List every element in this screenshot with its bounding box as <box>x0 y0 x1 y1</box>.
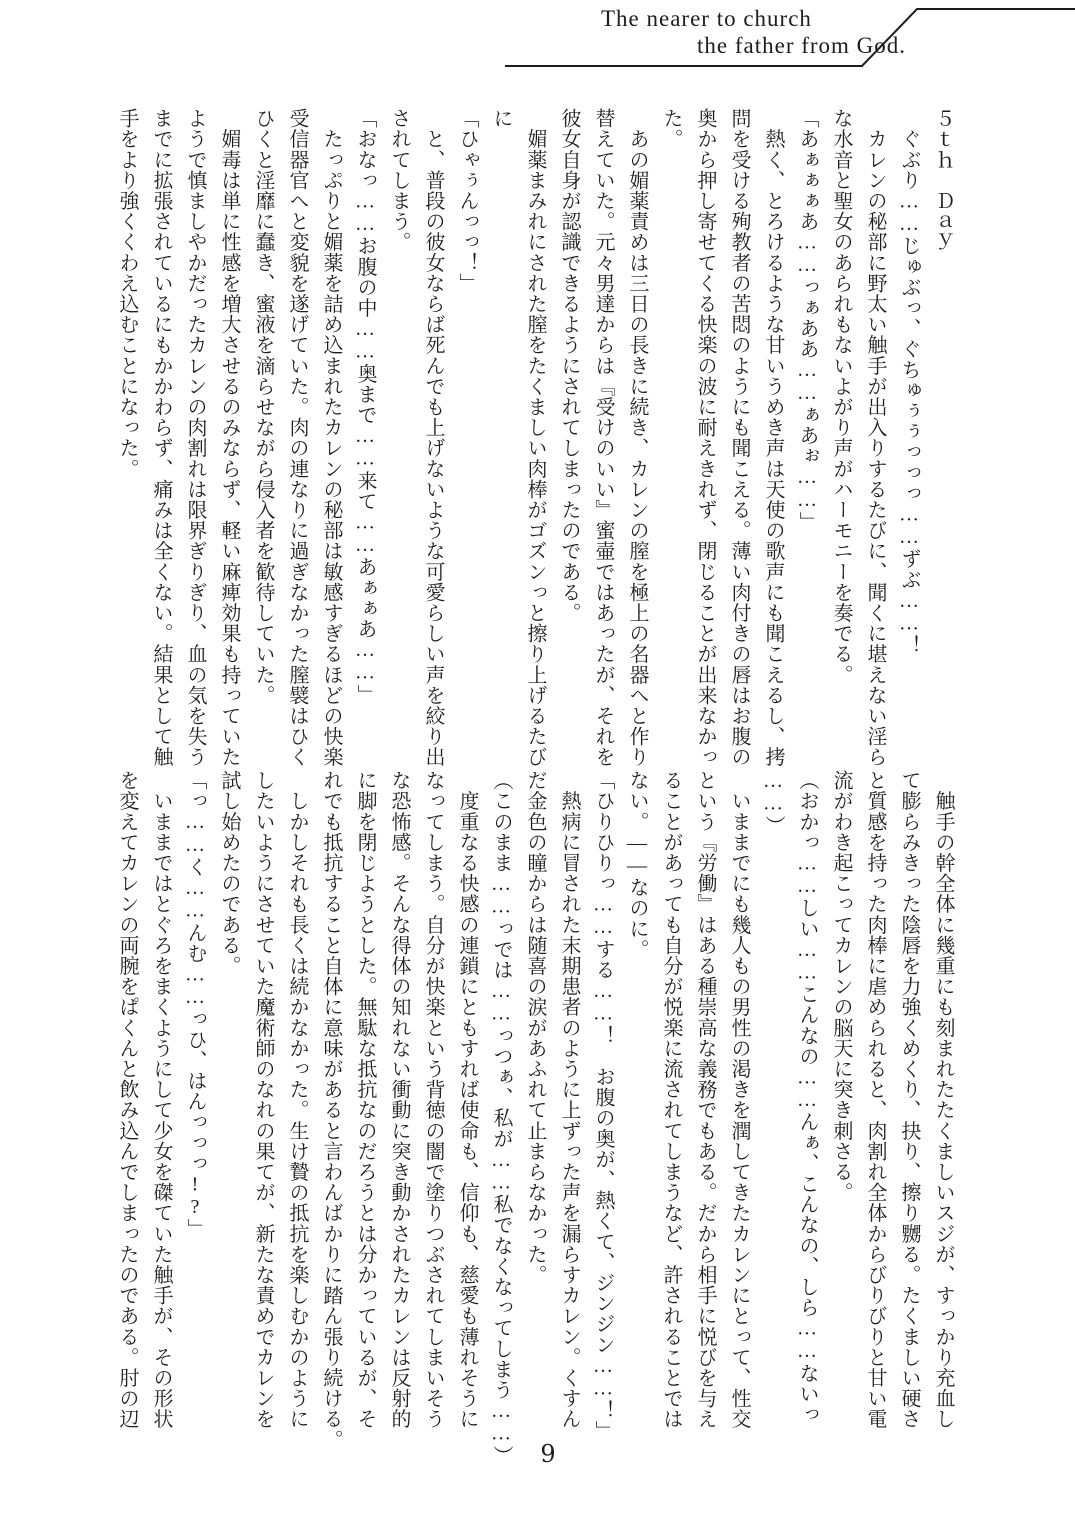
text-line: 「ひりひりっ……する……！ お腹の奥が、熱くて、ジンジン……！」 <box>592 770 614 1442</box>
text-line: ない。――なのに。 <box>626 770 648 960</box>
text-line: と質感を持った肉棒に虐められると、肉割れ全体からびりびりと甘い電 <box>864 770 886 1430</box>
text-line: カレンの秘部に野太い触手が出入りするたびに、聞くに堪えない淫ら <box>864 108 886 768</box>
text-line: な恐怖感。そんな得体の知れない衝動に突き動かされたカレンは反射的 <box>388 770 410 1430</box>
text-line: たっぷりと媚薬を詰め込まれたカレンの秘部は敏感すぎるほどの快楽 <box>320 108 342 768</box>
text-line: 媚毒は単に性感を増大させるのみならず、軽い麻痺効果も持っていた <box>218 108 240 768</box>
text-line: 触手の幹全体に幾重にも刻まれたたくましいスジが、すっかり充血し <box>932 770 954 1430</box>
text-line: 替えていた。元々男達からは『受けのいい』蜜壷ではあったが、それを <box>592 108 614 768</box>
text-line: ひくと淫靡に蠢き、蜜液を滴らせながら侵入者を歓待していた。 <box>252 108 274 706</box>
text-line: 流がわき起こってカレンの脳天に突き刺さる。 <box>830 770 852 1203</box>
text-line: ……） <box>762 770 784 836</box>
text-line: 試し始めたのである。 <box>218 770 240 976</box>
text-line: という『労働』はある種崇高な義務でもある。だから相手に悦びを与え <box>694 770 716 1430</box>
text-band-lower <box>110 770 960 1466</box>
text-line: 「ひゃぅんっっ！」 <box>456 108 478 294</box>
text-line: れでも抵抗すること自体に意味があると言わんばかりに踏ん張り続ける。 <box>320 770 342 1450</box>
header-title-line1: The nearer to church <box>601 6 812 31</box>
text-line: と、普段の彼女ならば死んでも上げないような可愛らしい声を絞り出 <box>422 108 444 768</box>
text-line: ぐぶり……じゅぶっ、ぐちゅぅぅっっっ……ずぶ……！ <box>898 108 920 656</box>
text-line: 彼女自身が認識できるようにされてしまったのである。 <box>558 108 580 623</box>
text-line: 問を受ける殉教者の苦悶のようにも聞こえる。薄い肉付きの唇はお腹の <box>728 108 750 768</box>
text-line: したいようにさせていた魔術師のなれの果てが、新たな責めでカレンを <box>252 770 274 1430</box>
text-line: 「っ……く……んむ……っひ、はんっっっ!?」 <box>184 770 206 1240</box>
header-rule-line <box>0 0 1075 80</box>
text-line: 「おなっ……お腹の中……奥まで……来て……あぁぁあ……」 <box>354 108 376 705</box>
text-line: を変えてカレンの両腕をぱくんと飲み込んでしまったのである。肘の辺 <box>116 770 138 1430</box>
text-line: 度重なる快感の連鎖にともすれば使命も、信仰も、慈愛も薄れそうに <box>456 770 478 1430</box>
text-line: （このまま……っでは……っつぁ、私が……私でなくなってしまう……） <box>490 770 512 1466</box>
text-line: た。 <box>660 108 682 150</box>
text-line: だ金色の瞳からは随喜の涙があふれて止まらなかった。 <box>524 770 546 1285</box>
text-band-upper <box>110 108 960 770</box>
text-line: に <box>490 108 512 129</box>
text-line: ることがあっても自分が悦楽に流されてしまうなど、許されることでは <box>660 770 682 1430</box>
text-line: ようで慎ましやかだったカレンの肉割れは限界ぎりぎり、血の気を失う <box>184 108 206 768</box>
text-line: 受信器官へと変貌を遂げていた。肉の連なりに過ぎなかった膣襞はひく <box>286 108 308 768</box>
header-title-line2: the father from God. <box>697 33 907 58</box>
text-line: て膨らみきった陰唇を力強くめくり、抉り、擦り嬲る。たくましい硬さ <box>898 770 920 1430</box>
text-line: なってしまう。自分が快楽という背徳の闇で塗りつぶされてしまいそう <box>422 770 444 1430</box>
text-line: 熱く、とろけるような甘いうめき声は天使の歌声にも聞こえるし、拷 <box>762 108 784 768</box>
text-line: な水音と聖女のあられもないよがり声がハーモニーを奏でる。 <box>830 108 852 685</box>
text-line: しかしそれも長くは続かなかった。生け贄の抵抗を楽しむかのように <box>286 770 308 1430</box>
text-line: 媚薬まみれにされた膣をたくましい肉棒がゴズンっと擦り上げるたび <box>524 108 546 768</box>
text-line: 「あぁぁぁあ……っぁああ……ぁあぉ……」 <box>796 108 818 532</box>
page-number: 9 <box>540 1440 556 1468</box>
text-line: 熱病に冒された末期患者のように上ずった声を漏らすカレン。くすん <box>558 770 580 1430</box>
text-line: に脚を閉じようとした。無駄な抵抗なのだろうとは分かっているが、そ <box>354 770 376 1430</box>
text-line: 奥から押し寄せてくる快楽の波に耐えきれず、閉じることが出来なかっ <box>694 108 716 768</box>
text-line: あの媚薬責めは三日の長きに続き、カレンの膣を極上の名器へと作り <box>626 108 648 768</box>
text-line: いままでにも幾人もの男性の渇きを潤してきたカレンにとって、性交 <box>728 770 750 1430</box>
text-line: されてしまう。 <box>388 108 410 253</box>
text-line: ５ｔｈ Ｄａｙ <box>932 108 954 253</box>
text-line: （おかっ……しい……こんなの……んぁ、こんなの、しら……ないっ <box>796 770 818 1425</box>
text-line: いままではとぐろをまくようにして少女を磔ていた触手が、その形状 <box>150 770 172 1430</box>
text-line: 手をより強くくわえ込むことになった。 <box>116 108 138 479</box>
text-line: までに拡張されているにもかかわらず、痛みは全くない。結果として触 <box>150 108 172 768</box>
